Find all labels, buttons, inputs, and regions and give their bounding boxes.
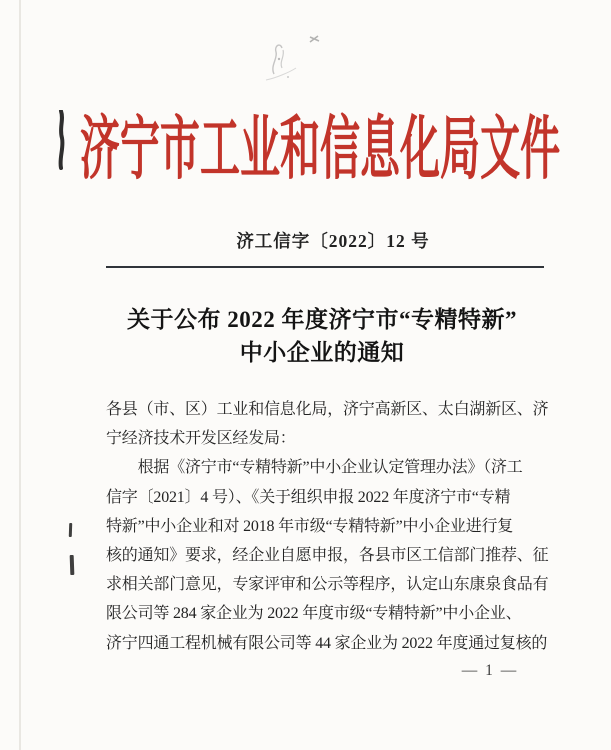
notice-body <box>106 395 550 658</box>
header-separator-line <box>106 266 544 268</box>
binding-mark-icon <box>56 110 68 170</box>
body-line: 信字〔2021〕4 号）、《关于组织申报 2022 年度济宁市“专精 <box>106 488 511 506</box>
body-line: 各县（市、区）工业和信息化局，济宁高新区、太白湖新区、济 <box>106 401 549 418</box>
body-line: 求相关部门意见，专家评审和公示等程序，认定山东康泉食品有 <box>106 576 549 594</box>
body-line: 特新”中小企业和对 2018 年市级“专精特新”中小企业进行复 <box>106 517 514 535</box>
agency-header-title: 济宁市工业和信息化局文件 <box>79 110 561 187</box>
scan-edge-line <box>19 0 21 750</box>
body-line: 宁经济技术开发区经发局： <box>106 430 296 448</box>
body-line: 济宁四通工程机械有限公司等 44 家企业为 2022 年度通过复核的 <box>106 634 548 652</box>
margin-mark <box>70 555 75 575</box>
notice-title <box>34 303 610 369</box>
margin-mark <box>69 523 72 537</box>
body-line: 根据《济宁市“专精特新”中小企业认定管理办法》（济工 <box>106 459 523 477</box>
body-line: 限公司等 284 家企业为 2022 年度市级“专精特新”中小企业、 <box>106 605 522 623</box>
document-number: 济工信字〔2022〕12 号 <box>236 231 430 251</box>
body-line: 核的通知》要求，经企业自愿申报，各县市区工信部门推荐、征 <box>106 546 549 564</box>
pencil-smudge-icon <box>252 28 330 90</box>
notice-title-line2: 中小企业的通知 <box>239 340 405 365</box>
notice-title-line1: 关于公布 2022 年度济宁市“专精特新” <box>127 307 517 332</box>
page-number: — 1 — <box>461 662 519 679</box>
